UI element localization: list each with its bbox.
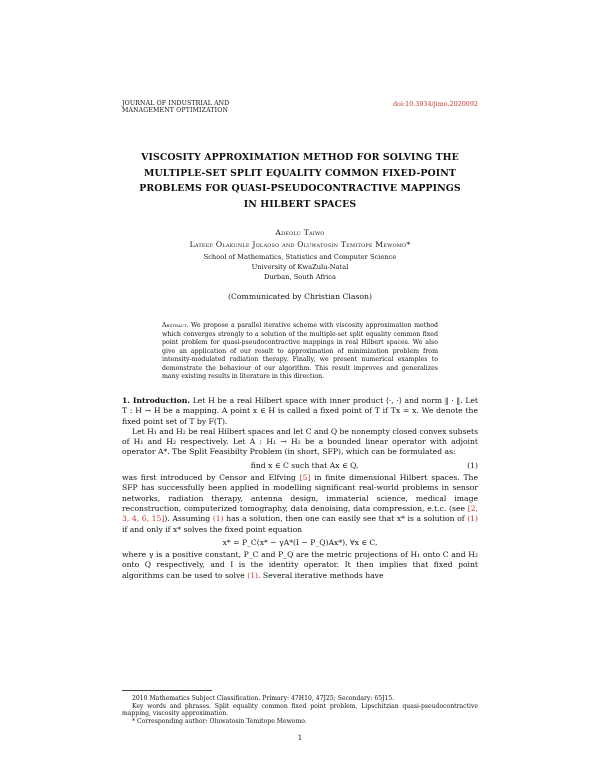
footnotes [122,695,478,725]
intro-paragraph-1 [122,396,478,427]
affiliation [150,253,450,282]
title-line-2: MULTIPLE-SET SPLIT EQUALITY COMMON FIXED-POINT [144,167,456,179]
title-line-1: VISCOSITY APPROXIMATION METHOD FOR SOLVING THE [141,152,459,163]
introduction-section [122,396,478,581]
author-line-1: Adeolu Taiwo [275,228,325,237]
author-line-2: Lateef Olakunle Jolaoso and Oluwatosin Temitope Mewomo* [189,240,411,249]
equation-ref-1b[interactable]: (1) [467,514,479,524]
intro-paragraph-2: Let H₁ and H₂ be real Hilbert spaces and let C and Q be nonempty closed convex subsets of H₁ and H₂ respectively. Let A : H₁ → H₂ be a bounded linear operator with adjoint operator A*. The Split Feasibilty Problem (in short, SFP), which can be formulated as: [122,426,478,457]
journal-name [122,100,229,114]
citation-5[interactable]: [5] [299,473,311,483]
doi-link[interactable]: doi:10.3934/jimo.2020092 [392,100,478,108]
p3-text-c: ). Assuming [164,514,213,524]
title-line-4: IN HILBERT SPACES [243,198,357,210]
journal-name-line-1: JOURNAL OF INDUSTRIAL AND [122,100,230,107]
intro-text-1: Let H be a real Hilbert space with inner product ⟨·, ·⟩ and norm ‖ · ‖. Let T : H → H be a mapping. A point x ∈ H is called a fixed point of T if Tx = x. We denote the fixed point set of T by F(T). [122,396,478,426]
title-line-3: PROBLEMS FOR QUASI-PSEUDOCONTRACTIVE MAPPINGS [139,183,461,195]
equation-2-body: x* = P_C(x* − γA*(I − P_Q)Ax*), ∀x ∈ C, [222,537,378,547]
equation-1-body: find x ∈ C such that Ax ∈ Q, [250,460,359,470]
abstract [162,322,438,382]
section-heading: 1. Introduction. [122,396,190,405]
p3-text-b: in finite dimensional Hilbert spaces. The SFP has successfully been applied in modelling significant real-world problems in sensor networks, radiation therapy, antenna design, immaterial science, medical image reconstruction, computerized tomography, data denoising, data compression, e.t.c. (see [122,473,478,513]
equation-ref-1c[interactable]: (1) [247,570,259,580]
affiliation-line-2: University of KwaZulu-Natal [251,262,349,271]
affiliation-line-1: School of Mathematics, Statistics and Computer Science [203,253,397,261]
abstract-label: Abstract. [162,322,189,329]
footnote-corresponding: * Corresponding author: Oluwatosin Temitope Mewomo. [132,717,307,725]
author-list [100,227,500,251]
equation-1 [122,461,478,471]
communicated-by: (Communicated by Christian Clason) [228,292,372,301]
intro-paragraph-3 [122,473,478,535]
paper-title [122,150,478,212]
page-number: 1 [297,734,303,742]
p4-text-a: where γ is a positive constant, P_C and P_Q are the metric projections of H₁ onto C and H₂ onto Q respectively, and I is the identity operator. It then implies that fixed point algorithms can be used to solve [122,550,478,580]
equation-ref-1[interactable]: (1) [212,514,224,524]
footnote-rule [122,690,212,691]
p3-text-a: was first introduced by Censor and Elfving [122,473,300,483]
p3-text-d: has a solution, then one can easily see that x* is a solution of [223,514,468,524]
abstract-text: We propose a parallel iterative scheme with viscosity approximation method which converges strongly to a solution of the multiple-set split equality common fixed point problem for quasi-pseudocontractive mappings in real Hilbert spaces. We also give an application of our result to approximation of minimization problem from intensity-modulated radiation therapy. Finally, we present numerical examples to demonstrate the behaviour of our algorithm. This result improves and generalizes many existing results in literature in this direction. [162,322,438,381]
affiliation-line-3: Durban, South Africa [264,272,336,281]
p4-text-b: . Several iterative methods have [258,570,384,580]
equation-2 [122,538,478,548]
journal-name-line-2: MANAGEMENT OPTIMIZATION [122,107,229,114]
p3-text-e: if and only if x* solves the fixed point equation [122,524,303,534]
citation-group[interactable]: [2, 3, 4, 6, 15] [122,503,478,524]
footnote-msc: 2010 Mathematics Subject Classification. Primary: 47H10, 47J25; Secondary: 65J15. [132,695,395,702]
footnote-keywords: Key words and phrases. Split equality common fixed point problem, Lipschitzian quasi-pseudocontractive mapping, viscosity approximation. [122,702,478,718]
intro-paragraph-4 [122,550,478,581]
equation-1-number: (1) [467,460,478,470]
